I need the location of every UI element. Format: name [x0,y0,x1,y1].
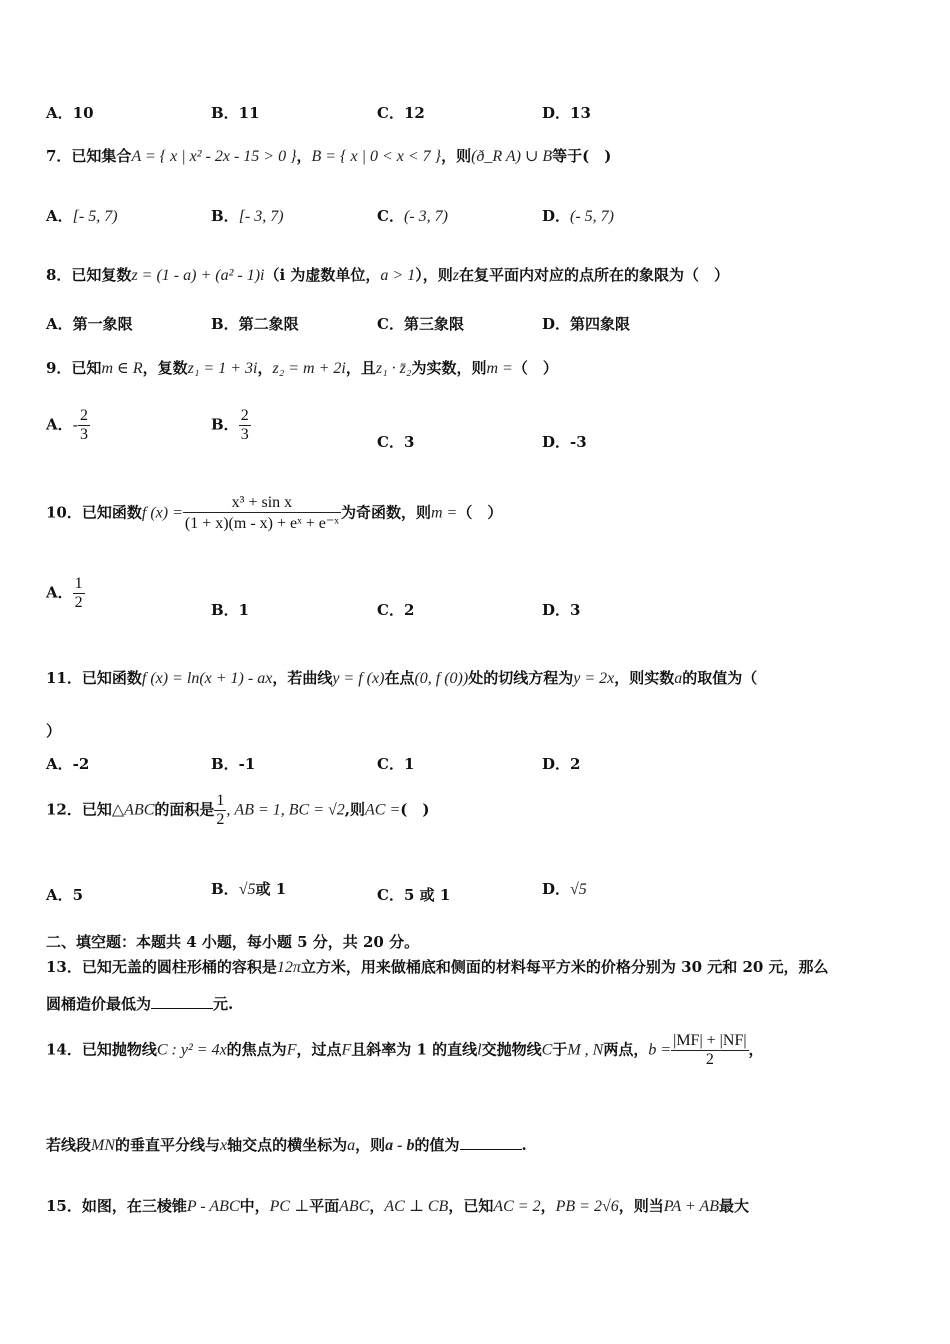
question-7: 7．已知集合A = { x | x² - 2x - 15 > 0 }，B = { x | 0 < x < 7 }，则(ð_R A) ∪ B等于( ) [46,147,612,165]
q6-option-d: D．13 [542,104,591,122]
set-b: B = { x | 0 < x < 7 } [311,148,442,165]
question-14-line-1: 14．已知抛物线C : y² = 4x的焦点为F，过点F且斜率为 1 的直线l交抛物线C于M , N两点，b = $\frac{|MF| + |NF|}{2}$ ， [46,1032,764,1068]
q12-option-a: A．5 [46,886,84,904]
answer-blank[interactable] [460,1137,522,1150]
set-a: A = { x | x² - 2x - 15 > 0 } [131,148,297,165]
question-8: 8．已知复数z = (1 - a) + (a² - 1)i（i 为虚数单位，a > 1），则z在复平面内对应的点所在的象限为（ ） [46,266,729,284]
question-14-line-2: 若线段MN的垂直平分线与x轴交点的横坐标为a，则a - b的值为 . [46,1136,527,1154]
q8-option-c: C．第三象限 [377,315,464,333]
q10-option-d: D．3 [542,601,581,619]
function-fraction: $\frac{\text{x³ + sin x}}{\text{(1 + x)(m - x) + eˣ + e⁻ˣ}}$ [184,494,339,532]
question-11: 11．已知函数f (x) = ln(x + 1) - ax，若曲线y = f (x)在点(0, f (0))处的切线方程为y = 2x，则实数a的取值为（ [46,669,758,687]
question-13-line-1: 13．已知无盖的圆柱形桶的容积是12π立方米，用来做桶底和侧面的材料每平方米的价格分别为 30 元和 20 元，那么 [46,958,829,976]
question-11-close: ） [46,722,62,740]
q8-option-b: B．第二象限 [211,315,299,333]
q9-option-a: A．- $\frac{2}{3}$ [46,407,88,443]
question-13-line-2: 圆桶造价最低为 元. [46,995,234,1013]
q6-option-c: C．12 [377,104,425,122]
q8-option-a: A．第一象限 [46,315,133,333]
answer-blank[interactable] [151,996,213,1009]
q7-option-a: A．[- 5, 7) [46,207,118,225]
q11-option-c: C．1 [377,755,415,773]
question-15: 15．如图，在三棱锥P - ABC中，PC ⊥平面ABC，AC ⊥ CB，已知AC = 2，PB = 2√6，则当PA + AB最大 [46,1197,750,1215]
set-expression: (ð_R A) ∪ B [471,148,553,165]
q7-option-c: C．(- 3, 7) [377,207,448,225]
q9-option-d: D．-3 [542,433,587,451]
q7-option-b: B．[- 3, 7) [211,207,284,225]
q12-option-d: D．√5 [542,880,587,898]
q6-option-a: A．10 [46,104,94,122]
q10-option-a: A． $\frac{1}{2}$ [46,575,83,611]
question-10: 10．已知函数f (x) = $\frac{\text{x³ + sin x}}{\text{(1 + x)(m - x) + eˣ + e⁻ˣ}}$ 为奇函数，则m =（ ） [46,494,503,532]
q7-option-d: D．(- 5, 7) [542,207,614,225]
section-2-heading: 二、填空题：本题共 4 小题，每小题 5 分，共 20 分。 [46,933,420,951]
q11-option-a: A．-2 [46,755,90,773]
q11-option-b: B．-1 [211,755,256,773]
q8-option-d: D．第四象限 [542,315,631,333]
q9-option-c: C．3 [377,433,415,451]
q6-option-b: B．11 [211,104,260,122]
q10-option-c: C．2 [377,601,415,619]
q12-option-b: B．√5或 1 [211,880,287,898]
question-12: 12．已知△ABC的面积是 $\frac{1}{2}$ , AB = 1, BC = √2,则AC =( ) [46,792,430,828]
q11-option-d: D．2 [542,755,581,773]
question-9: 9．已知m ∈ R，复数z₁ = 1 + 3i，z₂ = m + 2i，且z₁ · z̄₂为实数，则m =（ ） [46,359,558,377]
q10-option-b: B．1 [211,601,250,619]
q12-option-c: C．5 或 1 [377,886,451,904]
q9-option-b: B． $\frac{2}{3}$ [211,407,249,443]
